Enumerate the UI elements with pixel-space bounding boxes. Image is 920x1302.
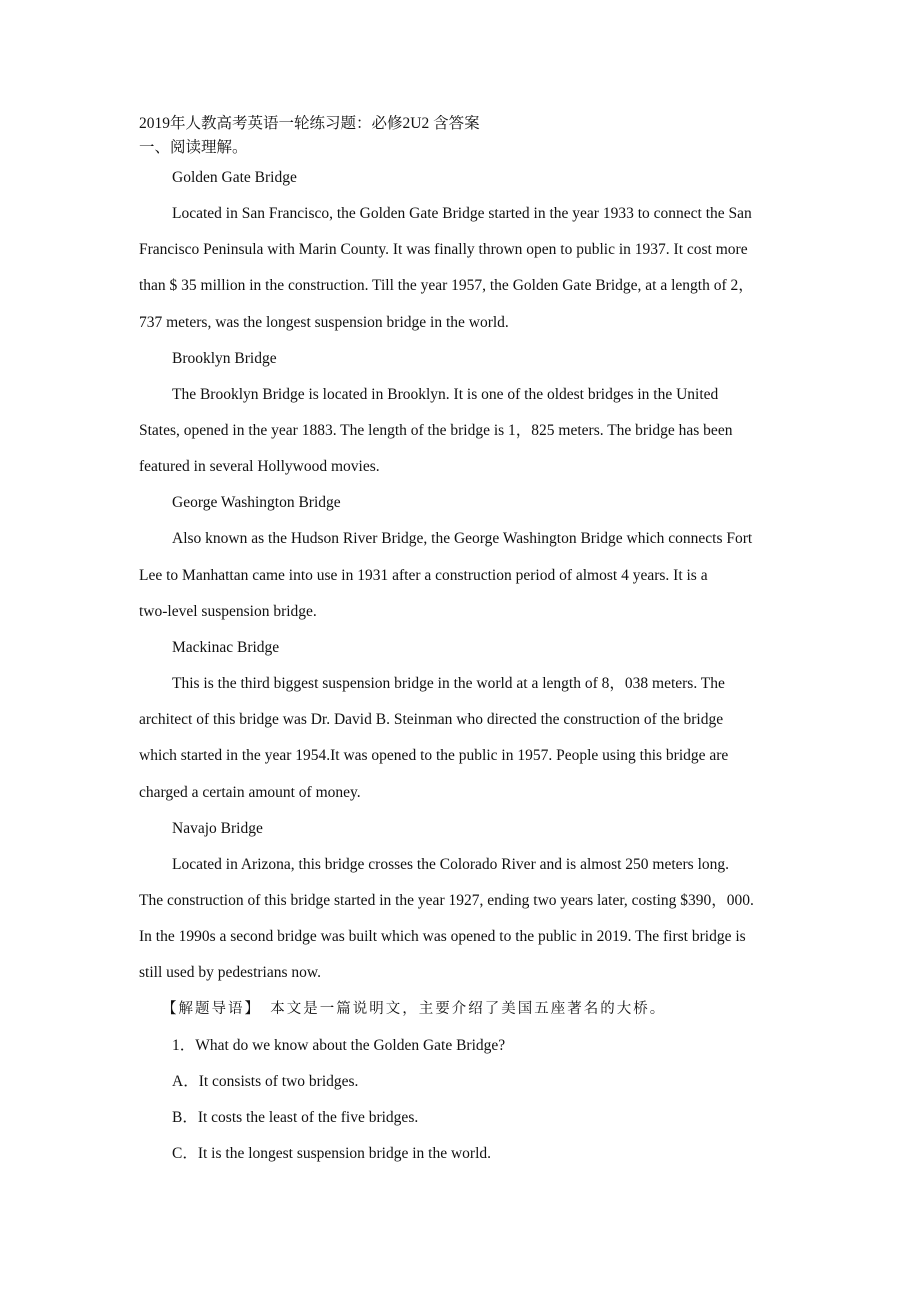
- paragraph-line: The Brooklyn Bridge is located in Brooklyn. It is one of the oldest bridges in the United: [172, 386, 719, 403]
- paragraph-line: Francisco Peninsula with Marin County. It was finally thrown open to public in 1937. It cost more: [139, 241, 748, 258]
- answer-option: A．It consists of two bridges.: [172, 1073, 359, 1090]
- paragraph-line: featured in several Hollywood movies.: [139, 458, 380, 475]
- paragraph-line: Located in Arizona, this bridge crosses the Colorado River and is almost 250 meters long.: [172, 856, 730, 873]
- bridge-heading: Mackinac Bridge: [172, 639, 280, 656]
- paragraph-line: States, opened in the year 1883. The length of the bridge is 1，825 meters. The bridge has been: [139, 422, 733, 439]
- paragraph-line: two-level suspension bridge.: [139, 603, 317, 620]
- paragraph-line: In the 1990s a second bridge was built which was opened to the public in 2019. The first bridge is: [139, 928, 746, 945]
- paragraph-line: The construction of this bridge started in the year 1927, ending two years later, costing $390，000.: [139, 892, 754, 909]
- paragraph-line: architect of this bridge was Dr. David B. Steinman who directed the construction of the bridge: [139, 711, 724, 728]
- bridge-heading: George Washington Bridge: [172, 494, 341, 511]
- paragraph-line: which started in the year 1954.It was opened to the public in 1957. People using this bridge are: [139, 747, 729, 764]
- paragraph-line: than $ 35 million in the construction. Till the year 1957, the Golden Gate Bridge, at a length of 2，: [139, 277, 754, 294]
- reading-guide: 【解题导语】 本文是一篇说明文，主要介绍了美国五座著名的大桥。: [162, 1001, 667, 1017]
- paragraph-line: 737 meters, was the longest suspension bridge in the world.: [139, 314, 509, 331]
- paragraph-line: Also known as the Hudson River Bridge, the George Washington Bridge which connects Fort: [172, 530, 753, 547]
- section-heading: 一、阅读理解。: [139, 139, 248, 156]
- paragraph-line: Located in San Francisco, the Golden Gate Bridge started in the year 1933 to connect the San: [172, 205, 752, 222]
- answer-option: B．It costs the least of the five bridges.: [172, 1109, 419, 1126]
- paragraph-line: charged a certain amount of money.: [139, 784, 361, 801]
- bridge-heading: Navajo Bridge: [172, 820, 263, 837]
- paragraph-line: Lee to Manhattan came into use in 1931 after a construction period of almost 4 years. It is a: [139, 567, 708, 584]
- paragraph-line: This is the third biggest suspension bridge in the world at a length of 8，038 meters. The: [172, 675, 725, 692]
- bridge-heading: Brooklyn Bridge: [172, 350, 277, 367]
- document-title: 2019年人教高考英语一轮练习题：必修2U2 含答案: [139, 115, 480, 132]
- paragraph-line: still used by pedestrians now.: [139, 964, 321, 981]
- bridge-heading: Golden Gate Bridge: [172, 169, 297, 186]
- answer-option: C．It is the longest suspension bridge in the world.: [172, 1145, 492, 1162]
- question-stem: 1．What do we know about the Golden Gate Bridge?: [172, 1037, 506, 1054]
